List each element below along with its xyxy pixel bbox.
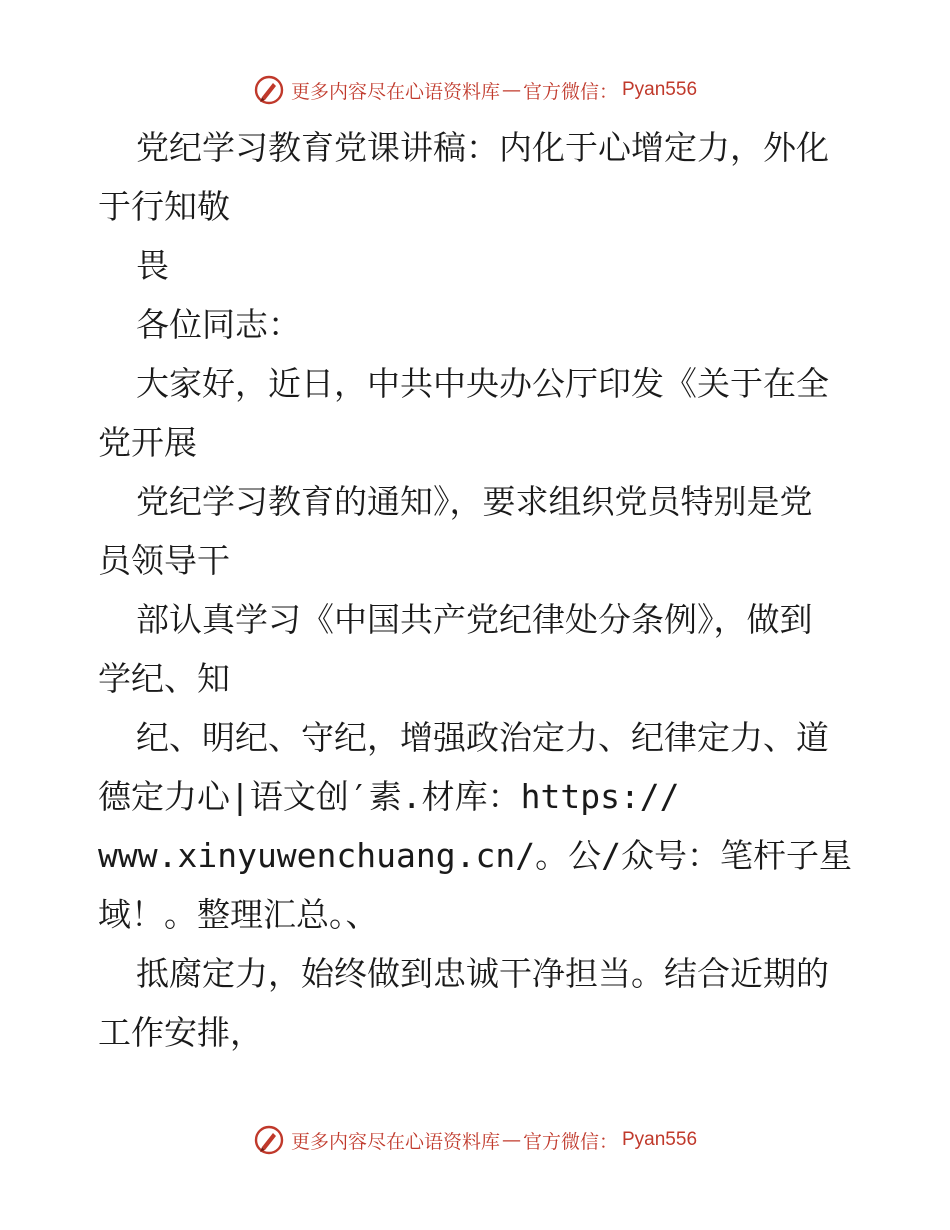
- header-wechat-id: Pyan556: [622, 79, 698, 100]
- doc-line: 大家好，近日，中共中央办公厅印发《关于在全: [136, 364, 829, 403]
- footer-banner: [0, 1122, 950, 1158]
- header-brand-text: 更多内容尽在心语资料库: [290, 80, 500, 103]
- doc-line: 党纪学习教育党课讲稿：内化于心增定力，外化: [136, 128, 829, 167]
- doc-line: 学纪、知: [98, 659, 230, 698]
- doc-line: 于行知敬: [98, 187, 230, 226]
- doc-line: 抵腐定力，始终做到忠诚干净担当。结合近期的: [136, 954, 829, 993]
- doc-line: 各位同志：: [136, 305, 301, 344]
- doc-line: 党纪学习教育的通知》，要求组织党员特别是党: [136, 482, 813, 521]
- doc-line: 域！。整理汇总。、: [98, 895, 379, 934]
- footer-wechat-id: Pyan556: [622, 1129, 698, 1150]
- doc-line: 畏: [136, 246, 169, 285]
- header-dash: —: [501, 79, 521, 101]
- doc-line: 德定力心|语文创′素.材库：https://: [98, 777, 680, 816]
- doc-line: 党开展: [98, 423, 197, 462]
- footer-dash: —: [501, 1129, 521, 1151]
- doc-line: 部认真学习《中国共产党纪律处分条例》，做到: [136, 600, 813, 639]
- doc-line: 工作安排，: [98, 1013, 263, 1052]
- footer-brand-text: 更多内容尽在心语资料库: [290, 1130, 500, 1153]
- doc-line: www.xinyuwenchuang.cn/。公/众号：笔杆子星: [98, 836, 852, 875]
- header-banner: [0, 72, 950, 108]
- doc-line: 员领导干: [98, 541, 230, 580]
- doc-line: 纪、明纪、守纪，增强政治定力、纪律定力、道: [136, 718, 829, 757]
- pen-logo-icon: [253, 1124, 285, 1156]
- pen-logo-icon: [253, 74, 285, 106]
- header-official-label: 官方微信：: [522, 80, 618, 103]
- footer-official-label: 官方微信：: [522, 1130, 618, 1153]
- document-body: [98, 118, 858, 1062]
